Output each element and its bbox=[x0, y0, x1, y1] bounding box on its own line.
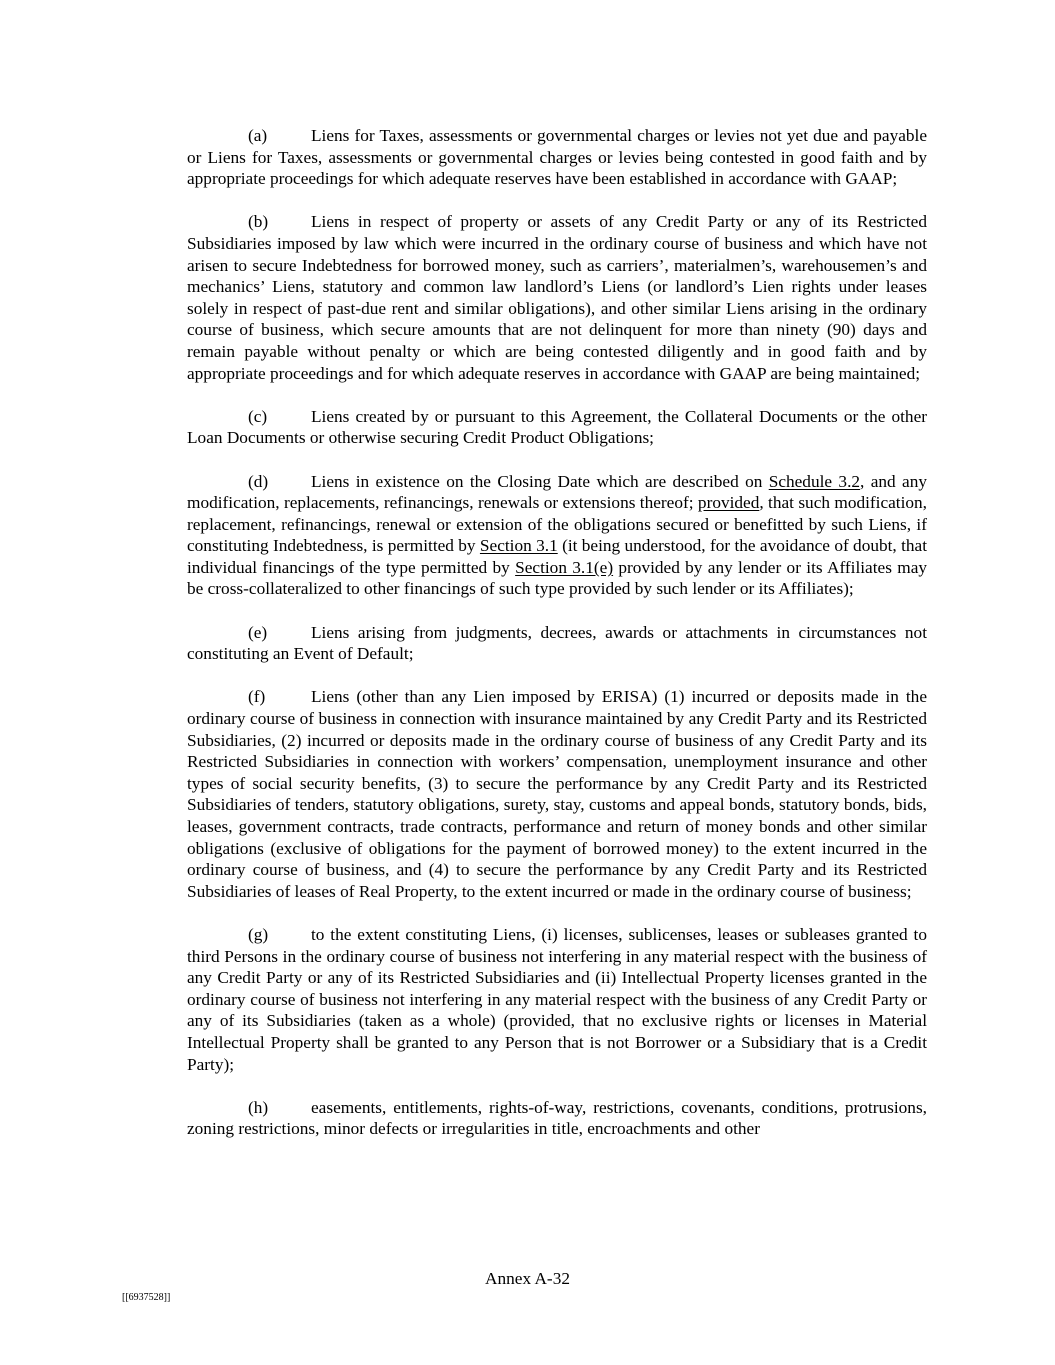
clause-label: (f) bbox=[248, 687, 266, 707]
clause-text: Liens (other than any Lien imposed by ERISA) (1) incurred or deposits made in the ordinary course of business in connection with insurance maintained by any Credit Party and its Restricted Subsidiaries, (2) incurred or deposits made in the ordinary course of business of any Credit Party and its Restricted Subsidiaries in connection with workers’ compensation, unemployment insurance and other types of social security benefits, (3) to secure the performance by any Credit Party and its Restricted Subsidiaries of tenders, statutory obligations, surety, stay, customs and appeal bonds, statutory bonds, bids, leases, government contracts, trade contracts, performance and return of money bonds and other similar obligations (exclusive of obligations for the payment of borrowed money) to the extent incurred in the ordinary course of business, and (4) to secure the performance by any Credit Party and its Restricted Subsidiaries of leases of Real Property, to the extent incurred or made in the ordinary course of business; bbox=[187, 687, 927, 901]
section-3-1-reference: Section 3.1 bbox=[479, 536, 558, 556]
clause-label: (a) bbox=[248, 126, 268, 145]
clause-text: provided by any lender or its Affiliates may be cross-collateralized to other financings of such type provided by such lender or its Affiliates); bbox=[187, 557, 928, 599]
clause-text: Liens for Taxes, assessments or governmental charges or levies not yet due and payable or Liens for Taxes, assessments or governmental charges or levies being contested in good faith and by appropriate proceedings for which adequate reserves have been established in accordance with GAAP; bbox=[187, 126, 927, 189]
clause-label: (d) bbox=[248, 471, 269, 491]
clause-text: , and any modification, replacements, refinancings, renewals or extensions thereof; bbox=[187, 471, 927, 513]
clause-text: Liens in respect of property or assets of any Credit Party or any of its Restricted Subsidiaries imposed by law which were incurred in the ordinary course of business and which have not arisen to secure Indebtedness for borrowed money, such as carriers’, materialmen’s, warehousemen’s and mechanics’ Liens, statutory and common law landlord’s Liens (or landlord’s Lien rights under leases solely in respect of past-due rent and similar obligations), and other similar Liens arising in the ordinary course of business, which secure amounts that are not delinquent for more than ninety (90) days and remain payable without penalty or which are being contested diligently and in good faith and by appropriate proceedings and for which adequate reserves in accordance with GAAP are being maintained; bbox=[187, 212, 927, 383]
document-body bbox=[187, 125, 927, 1162]
clause-h bbox=[187, 1097, 927, 1140]
clause-text: to the extent constituting Liens, (i) licenses, sublicenses, leases or subleases granted to third Persons in the ordinary course of business not interfering in any material respect with the business of any Credit Party or any of its Restricted Subsidiaries and (ii) Intellectual Property licenses granted in the ordinary course of business not interfering in any material respect with the business of any Credit Party or any of its Subsidiaries (taken as a whole) (provided, that no exclusive rights or licenses in Material Intellectual Property shall be granted to any Person that is not Borrower or a Subsidiary that is a Credit Party); bbox=[187, 924, 927, 1074]
clause-text: , that such modification, replacement, refinancings, renewal or extension of the obligations secured or benefitted by such Liens, if constituting Indebtedness, is permitted by bbox=[187, 493, 928, 556]
document-id: [[6937528]] bbox=[122, 1292, 171, 1303]
clause-d bbox=[187, 471, 927, 601]
clause-b bbox=[187, 211, 927, 384]
clause-text: (it being understood, for the avoidance of doubt, that individual financings of the type permitted by bbox=[187, 536, 928, 577]
clause-text: Liens arising from judgments, decrees, awards or attachments in circumstances not constituting an Event of Default; bbox=[187, 622, 927, 664]
clause-text: Liens created by or pursuant to this Agreement, the Collateral Documents or the other Loan Documents or otherwise securing Credit Product Obligations; bbox=[187, 406, 927, 448]
clause-a bbox=[187, 125, 927, 190]
page-footer-label: Annex A-32 bbox=[485, 1269, 570, 1288]
clause-label: (e) bbox=[248, 622, 268, 642]
clause-text: Liens in existence on the Closing Date which are described on bbox=[311, 471, 769, 491]
clause-label: (h) bbox=[248, 1097, 269, 1117]
provided-term: provided bbox=[697, 493, 760, 513]
clause-f bbox=[187, 686, 927, 902]
schedule-3-2-reference: Schedule 3.2 bbox=[768, 471, 861, 491]
clause-label: (g) bbox=[248, 924, 269, 944]
clause-c bbox=[187, 406, 927, 449]
clause-text: easements, entitlements, rights-of-way, restrictions, covenants, conditions, protrusions, zoning restrictions, minor defects or irregularities in title, encroachments and other bbox=[187, 1097, 927, 1139]
section-3-1-e-reference: Section 3.1(e) bbox=[515, 557, 614, 577]
clause-label: (c) bbox=[248, 406, 268, 426]
clause-g bbox=[187, 924, 927, 1075]
clause-e bbox=[187, 622, 927, 665]
clause-label: (b) bbox=[248, 212, 269, 232]
